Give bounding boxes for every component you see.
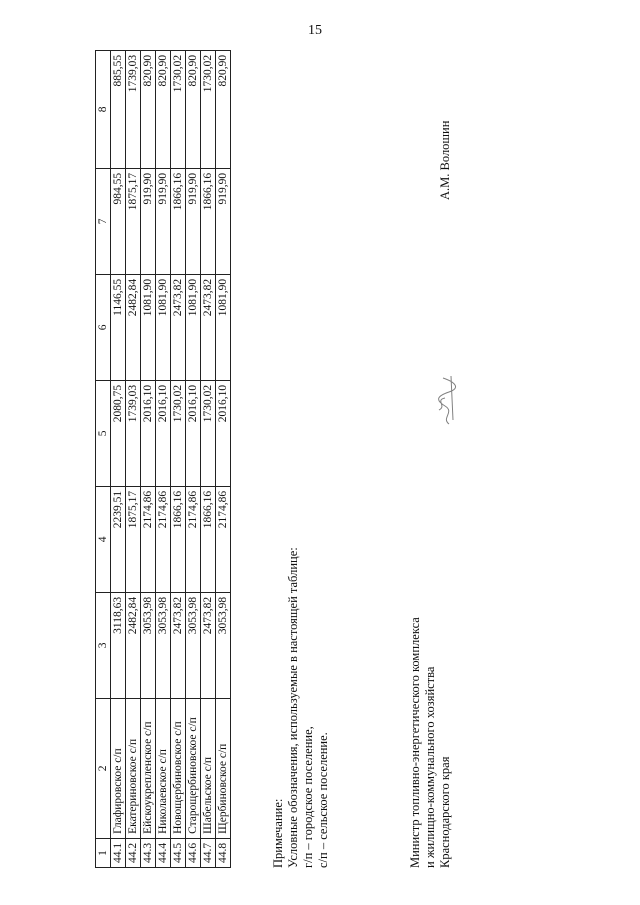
column-header: 2 bbox=[96, 698, 111, 838]
tariff-value: 2473,82 bbox=[171, 274, 186, 380]
tariff-value: 1866,16 bbox=[171, 168, 186, 274]
signer-position-line: Краснодарского края bbox=[438, 756, 452, 868]
table-row bbox=[141, 50, 156, 867]
tariff-value: 1730,02 bbox=[171, 380, 186, 486]
tariff-value: 1081,90 bbox=[156, 274, 171, 380]
table-row bbox=[156, 50, 171, 867]
tariff-value: 919,90 bbox=[156, 168, 171, 274]
tariff-value: 3118,63 bbox=[111, 592, 126, 698]
tariff-value: 2482,84 bbox=[126, 274, 141, 380]
row-index: 44.3 bbox=[141, 838, 156, 867]
settlement-name: Глафировское с/п bbox=[111, 698, 126, 838]
tariff-value: 3053,98 bbox=[141, 592, 156, 698]
settlement-name: Ейскоукрепленское с/п bbox=[141, 698, 156, 838]
table-row bbox=[186, 50, 201, 867]
tariff-value: 2174,86 bbox=[186, 486, 201, 592]
note-line: с/п – сельское поселение. bbox=[316, 732, 330, 868]
tariff-value: 1730,02 bbox=[171, 50, 186, 168]
table-header-row bbox=[96, 50, 111, 867]
table-row bbox=[126, 50, 141, 867]
tariff-value: 1739,03 bbox=[126, 380, 141, 486]
settlement-name: Николаевское с/п bbox=[156, 698, 171, 838]
column-header: 3 bbox=[96, 592, 111, 698]
note-line: Условные обозначения, используемые в настоящей таблице: bbox=[286, 547, 300, 868]
signer-name: А.М. Волошин bbox=[438, 120, 452, 200]
tariff-value: 2174,86 bbox=[156, 486, 171, 592]
settlement-name: Новощербиновское с/п bbox=[171, 698, 186, 838]
column-header: 8 bbox=[96, 50, 111, 168]
tariff-value: 1730,02 bbox=[201, 380, 216, 486]
tariff-value: 3053,98 bbox=[186, 592, 201, 698]
settlement-name: Екатериновское с/п bbox=[126, 698, 141, 838]
tariff-value: 820,90 bbox=[156, 50, 171, 168]
tariff-value: 2016,10 bbox=[156, 380, 171, 486]
row-index: 44.6 bbox=[186, 838, 201, 867]
tariff-value: 2080,75 bbox=[111, 380, 126, 486]
tariff-value: 820,90 bbox=[186, 50, 201, 168]
signer-block bbox=[408, 617, 453, 868]
settlement-name: Щербиновское с/п bbox=[216, 698, 231, 838]
tariff-value: 2016,10 bbox=[186, 380, 201, 486]
tariff-value: 1146,55 bbox=[111, 274, 126, 380]
row-index: 44.5 bbox=[171, 838, 186, 867]
tariff-value: 1866,16 bbox=[201, 168, 216, 274]
table-row bbox=[216, 50, 231, 867]
signer-position-line: Министр топливно-энергетического комплекса bbox=[408, 617, 422, 868]
tariff-value: 919,90 bbox=[141, 168, 156, 274]
tariff-value: 3053,98 bbox=[216, 592, 231, 698]
tariff-value: 1875,17 bbox=[126, 168, 141, 274]
tariff-value: 820,90 bbox=[141, 50, 156, 168]
page-number: 15 bbox=[308, 23, 322, 38]
row-index: 44.8 bbox=[216, 838, 231, 867]
tariff-value: 2473,82 bbox=[201, 274, 216, 380]
table-row bbox=[171, 50, 186, 867]
column-header: 1 bbox=[96, 838, 111, 867]
tariff-value: 2174,86 bbox=[216, 486, 231, 592]
row-index: 44.2 bbox=[126, 838, 141, 867]
column-header: 5 bbox=[96, 380, 111, 486]
settlement-name: Старощербиновское с/п bbox=[186, 698, 201, 838]
tariff-value: 2016,10 bbox=[216, 380, 231, 486]
tariff-value: 2016,10 bbox=[141, 380, 156, 486]
tariff-value: 885,55 bbox=[111, 50, 126, 168]
handwritten-signature bbox=[425, 368, 465, 428]
tariff-value: 2473,82 bbox=[171, 592, 186, 698]
signer-position-line: и жилищно-коммунального хозяйства bbox=[423, 666, 437, 868]
tariff-value: 1866,16 bbox=[201, 486, 216, 592]
tariff-value: 820,90 bbox=[216, 50, 231, 168]
tariff-value: 1866,16 bbox=[171, 486, 186, 592]
column-header: 6 bbox=[96, 274, 111, 380]
tariff-value: 919,90 bbox=[216, 168, 231, 274]
tariff-value: 2473,82 bbox=[201, 592, 216, 698]
table-row bbox=[201, 50, 216, 867]
tariff-value: 2239,51 bbox=[111, 486, 126, 592]
note-block bbox=[271, 547, 331, 868]
tariff-value: 2174,86 bbox=[141, 486, 156, 592]
note-line: г/п – городское поселение, bbox=[301, 726, 315, 868]
tariff-value: 1875,17 bbox=[126, 486, 141, 592]
tariff-value: 919,90 bbox=[186, 168, 201, 274]
note-title: Примечание: bbox=[271, 798, 285, 868]
tariff-value: 1081,90 bbox=[216, 274, 231, 380]
column-header: 4 bbox=[96, 486, 111, 592]
settlement-name: Шабельское с/п bbox=[201, 698, 216, 838]
tariff-value: 984,55 bbox=[111, 168, 126, 274]
tariff-value: 2482,84 bbox=[126, 592, 141, 698]
tariff-value: 1081,90 bbox=[141, 274, 156, 380]
tariff-table bbox=[95, 50, 231, 868]
row-index: 44.7 bbox=[201, 838, 216, 867]
row-index: 44.4 bbox=[156, 838, 171, 867]
tariff-value: 1081,90 bbox=[186, 274, 201, 380]
table-row bbox=[111, 50, 126, 867]
tariff-value: 1739,03 bbox=[126, 50, 141, 168]
column-header: 7 bbox=[96, 168, 111, 274]
tariff-value: 3053,98 bbox=[156, 592, 171, 698]
tariff-value: 1730,02 bbox=[201, 50, 216, 168]
row-index: 44.1 bbox=[111, 838, 126, 867]
